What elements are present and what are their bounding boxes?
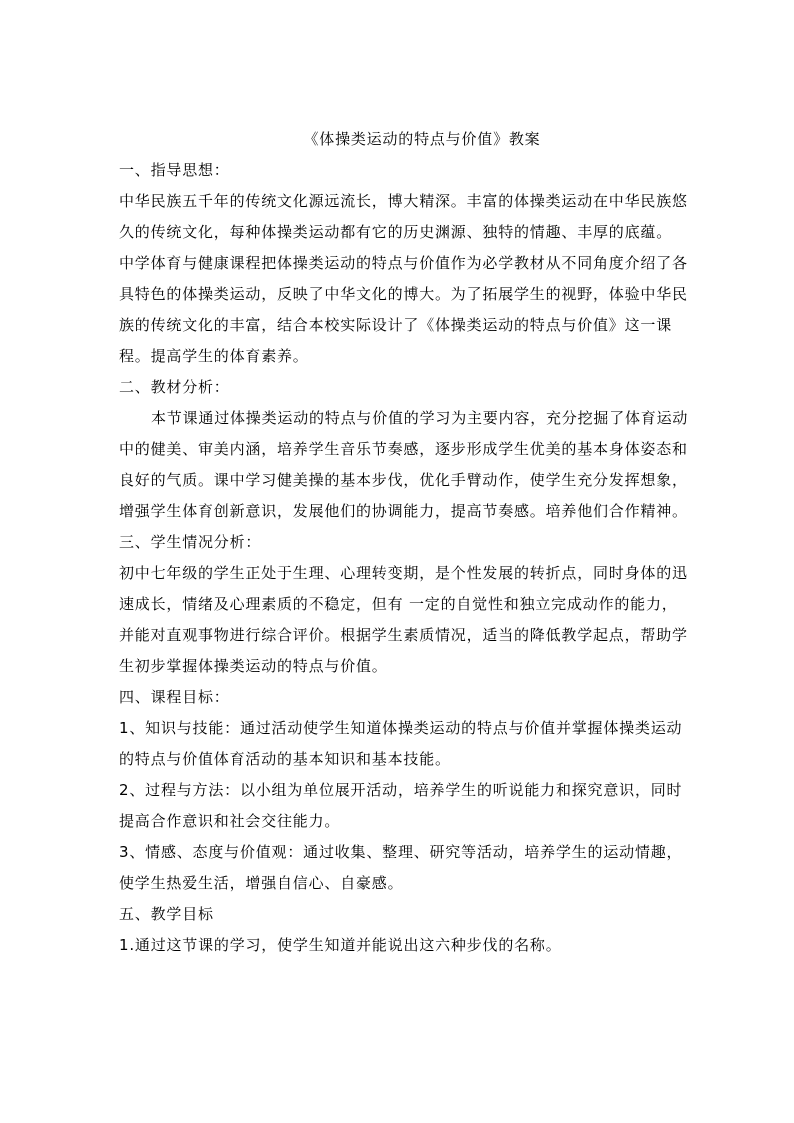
section-heading-material-analysis: 二、教材分析： (119, 378, 230, 396)
list-item: 1、知识与技能：通过活动使学生知道体操类运动的特点与价值并掌握体操类运动的特点与价值体育活动的基本知识和基本技能。 (119, 719, 683, 768)
document-title: 《体操类运动的特点与价值》教案 (303, 130, 541, 148)
document-body (119, 124, 689, 961)
section-heading-student-analysis: 三、学生情况分析： (119, 533, 262, 551)
section-heading-teaching-goals: 五、教学目标 (119, 905, 214, 923)
paragraph: 中学体育与健康课程把体操类运动的特点与价值作为必学教材从不同角度介绍了各具特色的体操类运动，反映了中华文化的博大。为了拓展学生的视野，体验中华民族的传统文化的丰富，结合本校实际设计了《体操类运动的特点与价值》这一课程。提高学生的体育素养。 (119, 254, 688, 365)
section-heading-course-goals: 四、课程目标： (119, 688, 230, 706)
section-heading-guiding-ideology: 一、指导思想： (119, 161, 230, 179)
list-item: 3、情感、态度与价值观：通过收集、整理、研究等活动，培养学生的运动情趣，使学生热爱生活，增强自信心、自豪感。 (119, 843, 683, 892)
paragraph: 中华民族五千年的传统文化源远流长，博大精深。丰富的体操类运动在中华民族悠久的传统文化，每种体操类运动都有它的历史渊源、独特的情趣、丰厚的底蕴。 (119, 192, 688, 241)
paragraph: 初中七年级的学生正处于生理、心理转变期，是个性发展的转折点，同时身体的迅速成长，情绪及心理素质的不稳定，但有 一定的自觉性和独立完成动作的能力，并能对直观事物进行综合评价。根据学生素质情况，适当的降低教学起点，帮助学生初步掌握体操类运动的特点与价值。 (119, 564, 688, 675)
list-item: 1.通过这节课的学习，使学生知道并能说出这六种步伐的名称。 (119, 936, 562, 954)
list-item: 2、过程与方法：以小组为单位展开活动，培养学生的听说能力和探究意识，同时提高合作意识和社会交往能力。 (119, 781, 683, 830)
paragraph: 本节课通过体操类运动的特点与价值的学习为主要内容，充分挖掘了体育运动中的健美、审美内涵，培养学生音乐节奏感，逐步形成学生优美的基本身体姿态和良好的气质。课中学习健美操的基本步伐，优化手臂动作，使学生充分发挥想象，增强学生体育创新意识，发展他们的协调能力，提高节奏感。培养他们合作精神。 (119, 409, 689, 520)
